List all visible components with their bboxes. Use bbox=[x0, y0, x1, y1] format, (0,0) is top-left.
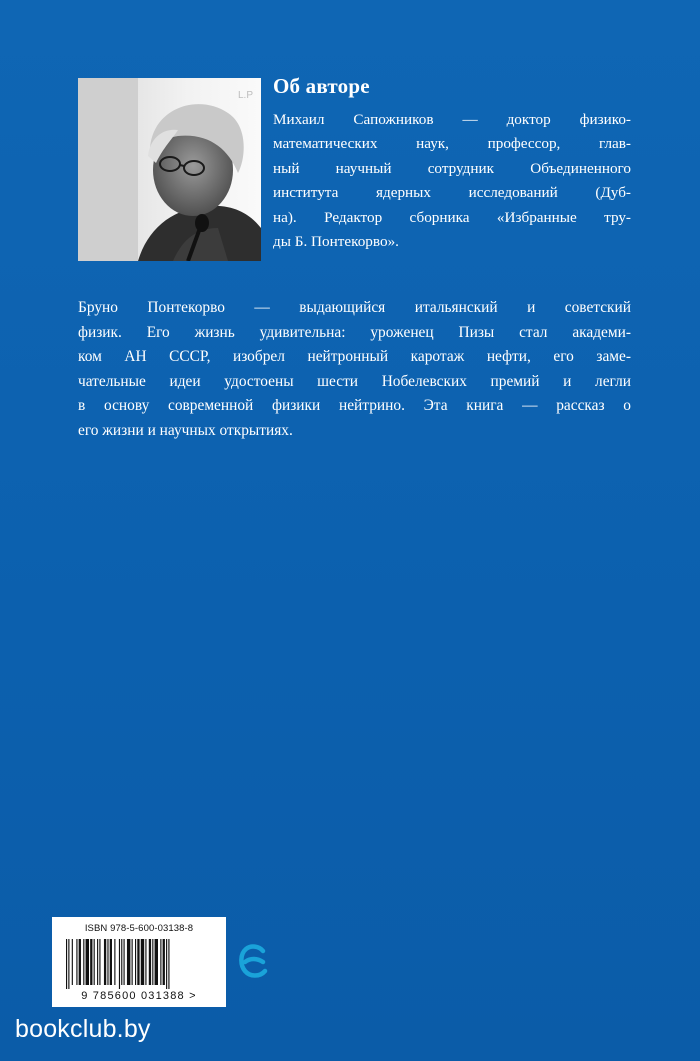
barcode-bar bbox=[97, 939, 98, 985]
barcode-bar bbox=[141, 939, 144, 985]
barcode-bar bbox=[121, 939, 122, 985]
barcode-bar bbox=[99, 939, 100, 985]
barcode-bar bbox=[68, 939, 69, 989]
isbn-label: ISBN 978-5-600-03138-8 bbox=[84, 923, 194, 934]
about-line: математических наук, профессор, глав- bbox=[273, 135, 631, 153]
description-line: физик. Его жизнь удивительна: уроженец Пизы стал академи- bbox=[78, 323, 631, 341]
barcode-bar bbox=[149, 939, 151, 985]
barcode-bar bbox=[168, 939, 169, 989]
description-line: его жизни и научных открытиях. bbox=[78, 421, 293, 439]
barcode-bar bbox=[94, 939, 95, 985]
barcode-bar bbox=[76, 939, 77, 985]
about-line: института ядерных исследований (Дуб- bbox=[273, 184, 631, 202]
about-line: ный научный сотрудник Объединенного bbox=[273, 159, 631, 177]
barcode-bar bbox=[145, 939, 146, 985]
description-line: ком АН СССР, изобрел нейтронный каротаж нефти, его заме- bbox=[78, 348, 631, 366]
barcode-bar bbox=[163, 939, 165, 985]
about-line: ды Б. Понтекорво». bbox=[273, 233, 399, 251]
barcode-bar bbox=[155, 939, 158, 985]
site-watermark: bookclub.by bbox=[15, 1015, 151, 1043]
isbn-digits: 9 785600 031388 > bbox=[81, 990, 197, 1002]
isbn-barcode bbox=[52, 917, 226, 1007]
barcode-bar bbox=[66, 939, 67, 989]
author-portrait-image bbox=[78, 78, 261, 261]
about-line: Михаил Сапожников — доктор физико- bbox=[273, 111, 631, 128]
barcode-bar bbox=[132, 939, 133, 985]
barcode-bar bbox=[110, 939, 112, 985]
book-description bbox=[78, 296, 631, 444]
barcode-bar bbox=[119, 939, 120, 989]
barcode-bar bbox=[137, 939, 139, 985]
barcode-bars bbox=[66, 939, 212, 989]
barcode-bar bbox=[166, 939, 167, 989]
barcode-bar bbox=[160, 939, 161, 985]
eksmo-e-logo-icon bbox=[236, 941, 270, 981]
barcode-bar bbox=[72, 939, 73, 985]
svg-text:L.P: L.P bbox=[238, 90, 254, 101]
description-line: Бруно Понтекорво — выдающийся итальянский и советский bbox=[78, 299, 631, 316]
about-author-heading: Об авторе bbox=[273, 74, 370, 98]
barcode-bar bbox=[152, 939, 153, 985]
barcode-bar bbox=[127, 939, 130, 985]
barcode-bar bbox=[114, 939, 115, 985]
barcode-bar bbox=[107, 939, 108, 985]
barcode-bar bbox=[83, 939, 84, 985]
description-line: чательные идеи удостоены шести Нобелевских премий и легли bbox=[78, 372, 631, 390]
about-author-text bbox=[273, 108, 631, 254]
author-photo bbox=[78, 78, 261, 261]
barcode-bar bbox=[79, 939, 81, 985]
barcode-bar bbox=[90, 939, 92, 985]
barcode-bar bbox=[124, 939, 125, 985]
barcode-bar bbox=[135, 939, 136, 985]
description-line: в основу современной физики нейтрино. Эта книга — рассказ о bbox=[78, 397, 631, 415]
barcode-bar bbox=[86, 939, 89, 985]
about-line: на). Редактор сборника «Избранные тру- bbox=[273, 208, 631, 226]
barcode-bar bbox=[104, 939, 106, 985]
